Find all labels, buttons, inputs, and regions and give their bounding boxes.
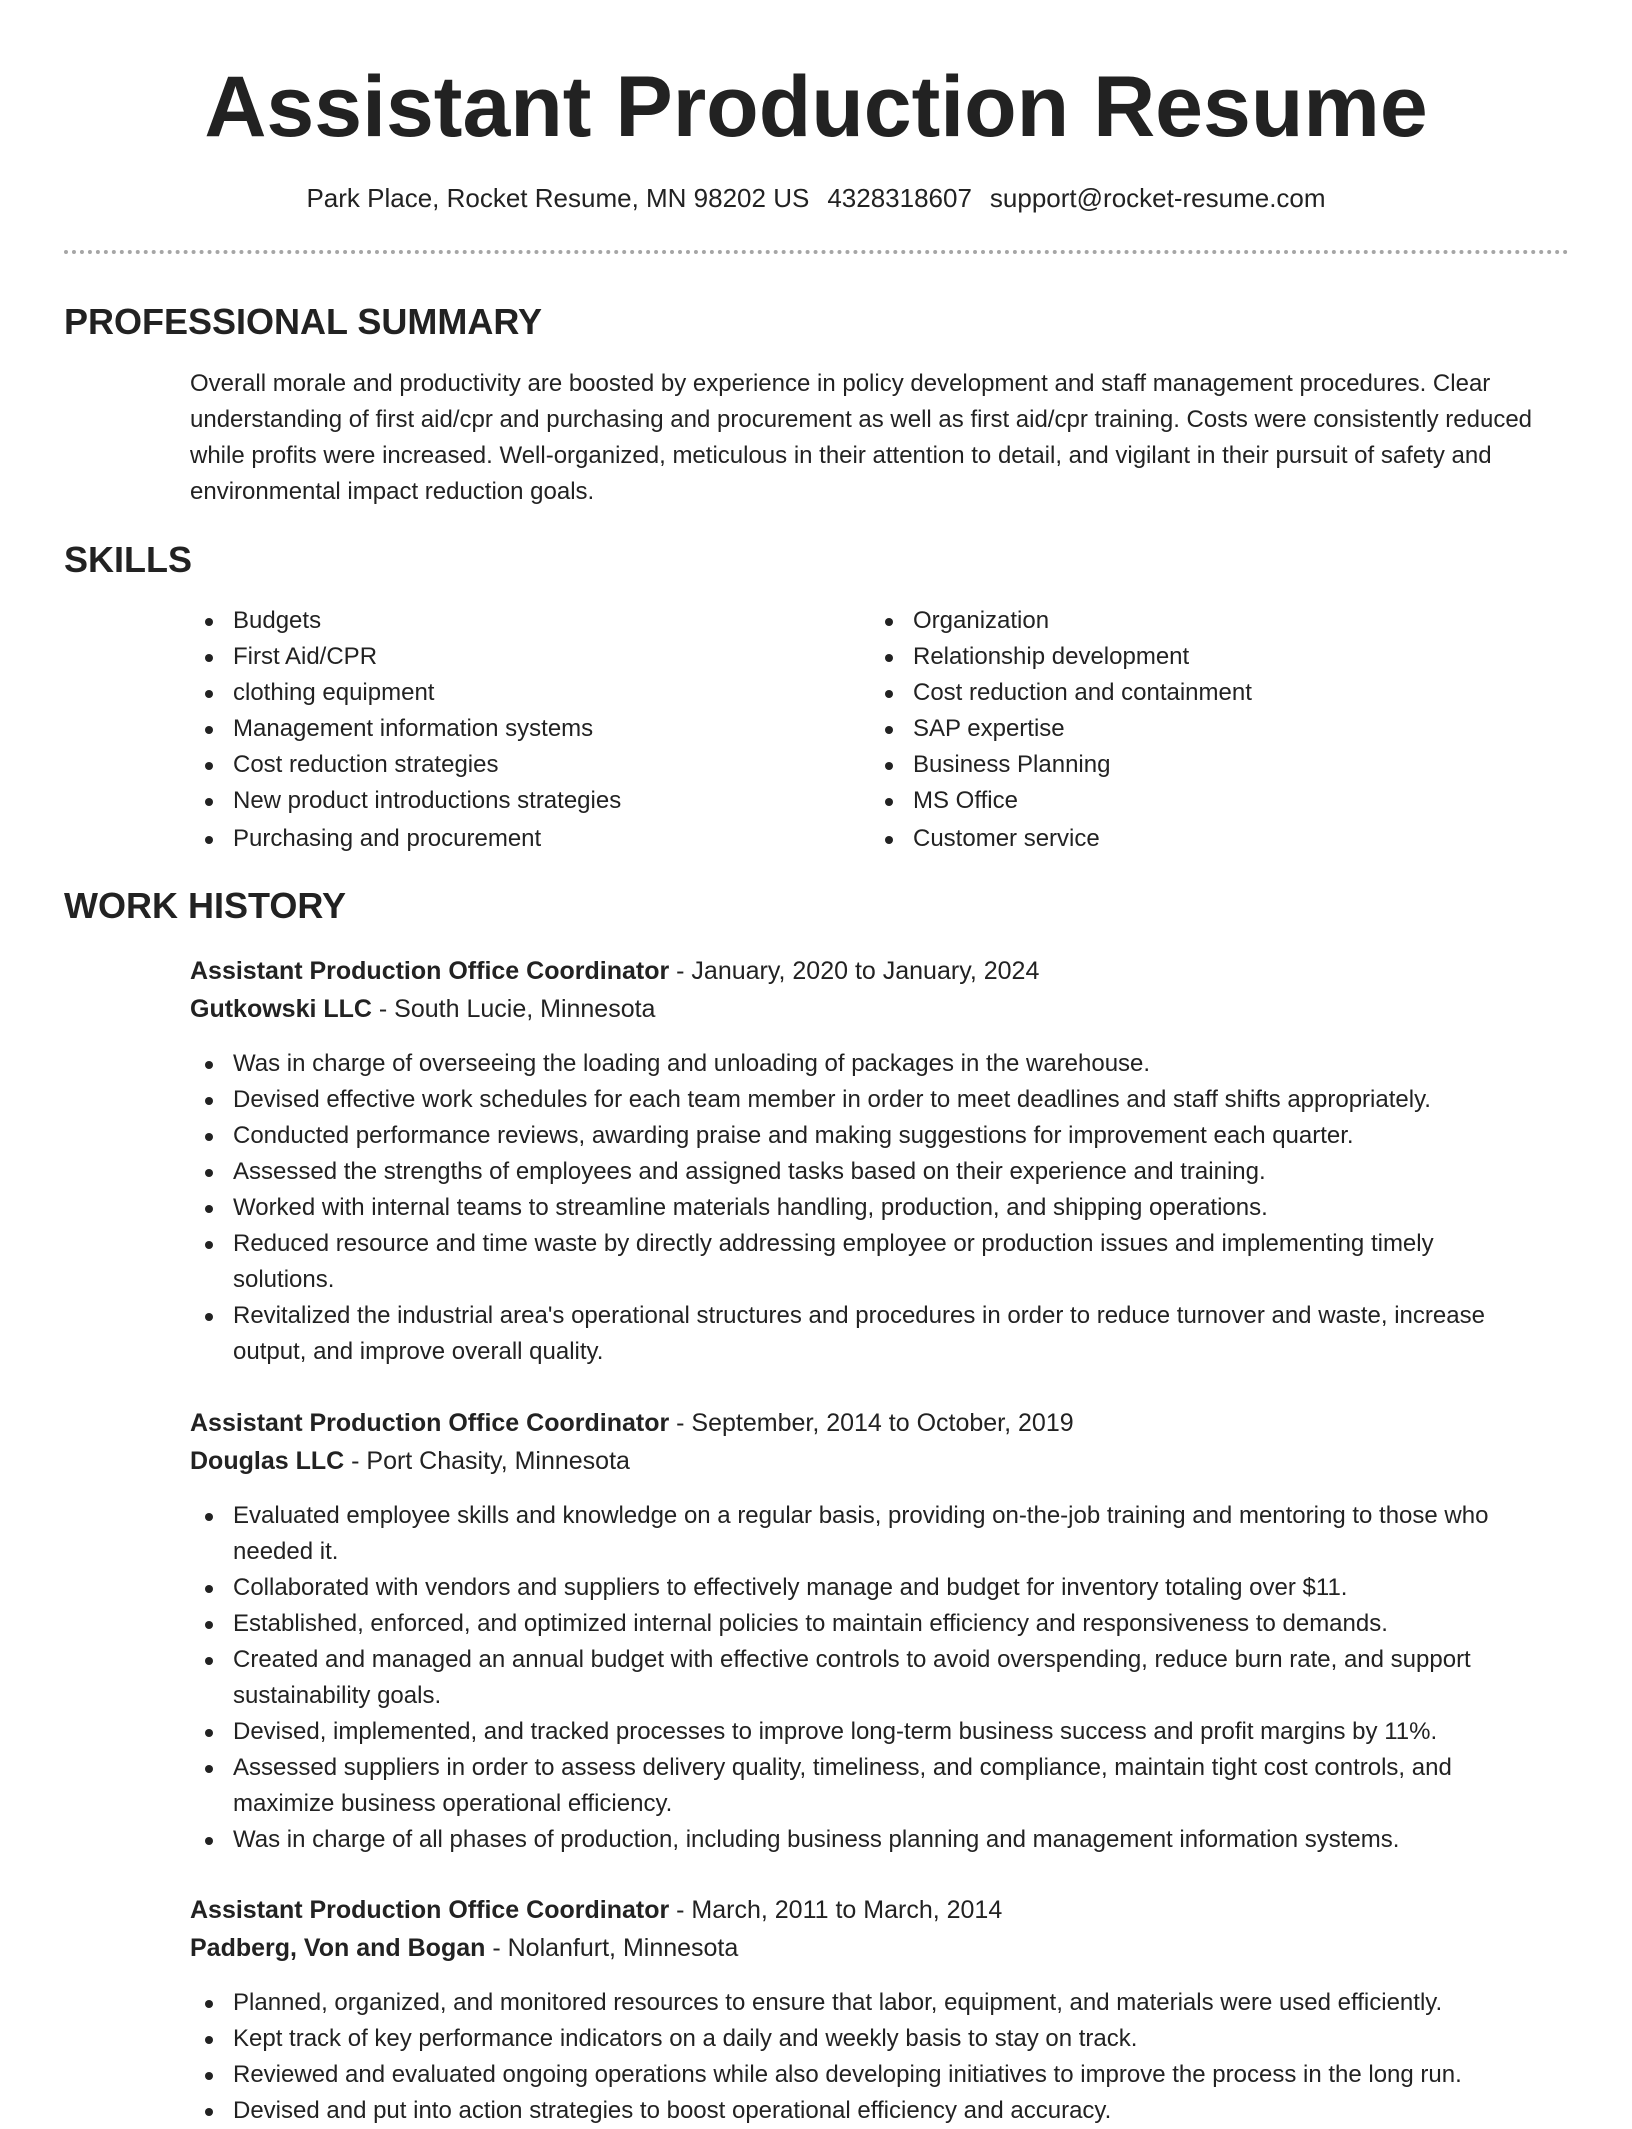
job-company: Douglas LLC: [190, 1447, 345, 1475]
job-dates: - March, 2011 to March, 2014: [669, 1896, 1003, 1924]
job-dates: - January, 2020 to January, 2024: [669, 957, 1040, 985]
contact-address: Park Place, Rocket Resume, MN 98202 US: [306, 183, 810, 213]
work-history-heading: WORK HISTORY: [64, 885, 347, 926]
skill-item: Budgets: [190, 603, 830, 639]
contact-email: support@rocket-resume.com: [989, 183, 1326, 213]
duty-item: Established, enforced, and optimized internal policies to maintain efficiency and responsiveness to demands.: [190, 1606, 1540, 1642]
skill-item: Relationship development: [870, 639, 1510, 675]
duty-item: Worked with internal teams to streamline materials handling, production, and shipping operations.: [190, 1190, 1540, 1226]
skill-item: New product introductions strategies: [190, 783, 830, 819]
job-role: Assistant Production Office Coordinator: [190, 1896, 670, 1924]
duty-item: Devised, implemented, and tracked processes to improve long-term business success and profit margins by 11%.: [190, 1714, 1540, 1750]
skills-list-left: [190, 603, 830, 857]
job-role: Assistant Production Office Coordinator: [190, 1409, 670, 1437]
skills-heading: SKILLS: [64, 539, 193, 580]
skill-item: First Aid/CPR: [190, 639, 830, 675]
job-company-line: [190, 1442, 630, 1480]
job-title-line: [190, 1891, 1002, 1929]
duty-item: Kept track of key performance indicators on a daily and weekly basis to stay on track.: [190, 2021, 1540, 2057]
skill-item: clothing equipment: [190, 675, 830, 711]
job-title-line: [190, 1404, 1074, 1442]
job-location: - Port Chasity, Minnesota: [344, 1447, 630, 1475]
job-role: Assistant Production Office Coordinator: [190, 957, 670, 985]
skills-list-right: [870, 603, 1510, 857]
summary-heading: PROFESSIONAL SUMMARY: [64, 301, 543, 342]
skill-item: Organization: [870, 603, 1510, 639]
contact-phone: 4328318607: [827, 183, 972, 213]
resume-title: Assistant Production Resume: [204, 59, 1428, 155]
summary-text: Overall morale and productivity are boosted by experience in policy development and staff management procedures. Clear understanding of first aid/cpr and purchasing and procurement as well as first aid/cpr training. Costs were consistently reduced while profits were increased. Well-organized, meticulous in their attention to detail, and vigilant in their pursuit of safety and environmental impact reduction goals.: [190, 370, 1533, 505]
job-duties-list: [190, 1046, 1540, 1370]
duty-item: Revitalized the industrial area's operational structures and procedures in order to reduce turnover and waste, increase output, and improve overall quality.: [190, 1298, 1540, 1370]
job-company-line: [190, 990, 655, 1028]
duty-item: Assessed the strengths of employees and assigned tasks based on their experience and training.: [190, 1154, 1540, 1190]
job-dates: - September, 2014 to October, 2019: [669, 1409, 1074, 1437]
job-location: - South Lucie, Minnesota: [371, 995, 656, 1023]
job-company: Padberg, Von and Bogan: [190, 1934, 486, 1962]
duty-item: Assessed suppliers in order to assess delivery quality, timeliness, and compliance, maintain tight cost controls, and maximize business operational efficiency.: [190, 1750, 1540, 1822]
header-divider: [64, 250, 1569, 254]
duty-item: Collaborated with vendors and suppliers to effectively manage and budget for inventory totaling over $11.: [190, 1570, 1540, 1606]
skill-item: Cost reduction strategies: [190, 747, 830, 783]
duty-item: Evaluated employee skills and knowledge on a regular basis, providing on-the-job training and mentoring to those who needed it.: [190, 1498, 1540, 1570]
skill-item: Customer service: [870, 821, 1510, 857]
duty-item: Conducted performance reviews, awarding praise and making suggestions for improvement each quarter.: [190, 1118, 1540, 1154]
job-title-line: [190, 952, 1039, 990]
duty-item: Planned, organized, and monitored resources to ensure that labor, equipment, and materials were used efficiently.: [190, 1985, 1540, 2021]
skill-item: SAP expertise: [870, 711, 1510, 747]
skill-item: Management information systems: [190, 711, 830, 747]
duty-item: Devised and put into action strategies to boost operational efficiency and accuracy.: [190, 2093, 1540, 2129]
contact-line: [0, 180, 1632, 216]
skill-item: Business Planning: [870, 747, 1510, 783]
duty-item: Devised effective work schedules for each team member in order to meet deadlines and staff shifts appropriately.: [190, 1082, 1540, 1118]
duty-item: Reduced resource and time waste by directly addressing employee or production issues and implementing timely solutions.: [190, 1226, 1540, 1298]
job-duties-list: [190, 1498, 1540, 1858]
skill-item: MS Office: [870, 783, 1510, 819]
job-company-line: [190, 1929, 738, 1967]
duty-item: Was in charge of overseeing the loading and unloading of packages in the warehouse.: [190, 1046, 1540, 1082]
job-duties-list: [190, 1985, 1540, 2129]
job-location: - Nolanfurt, Minnesota: [485, 1934, 739, 1962]
skill-item: Cost reduction and containment: [870, 675, 1510, 711]
duty-item: Reviewed and evaluated ongoing operations while also developing initiatives to improve the process in the long run.: [190, 2057, 1540, 2093]
job-company: Gutkowski LLC: [190, 995, 372, 1023]
duty-item: Created and managed an annual budget with effective controls to avoid overspending, reduce burn rate, and support sustainability goals.: [190, 1642, 1540, 1714]
duty-item: Was in charge of all phases of production, including business planning and management information systems.: [190, 1822, 1540, 1858]
skill-item: Purchasing and procurement: [190, 821, 830, 857]
